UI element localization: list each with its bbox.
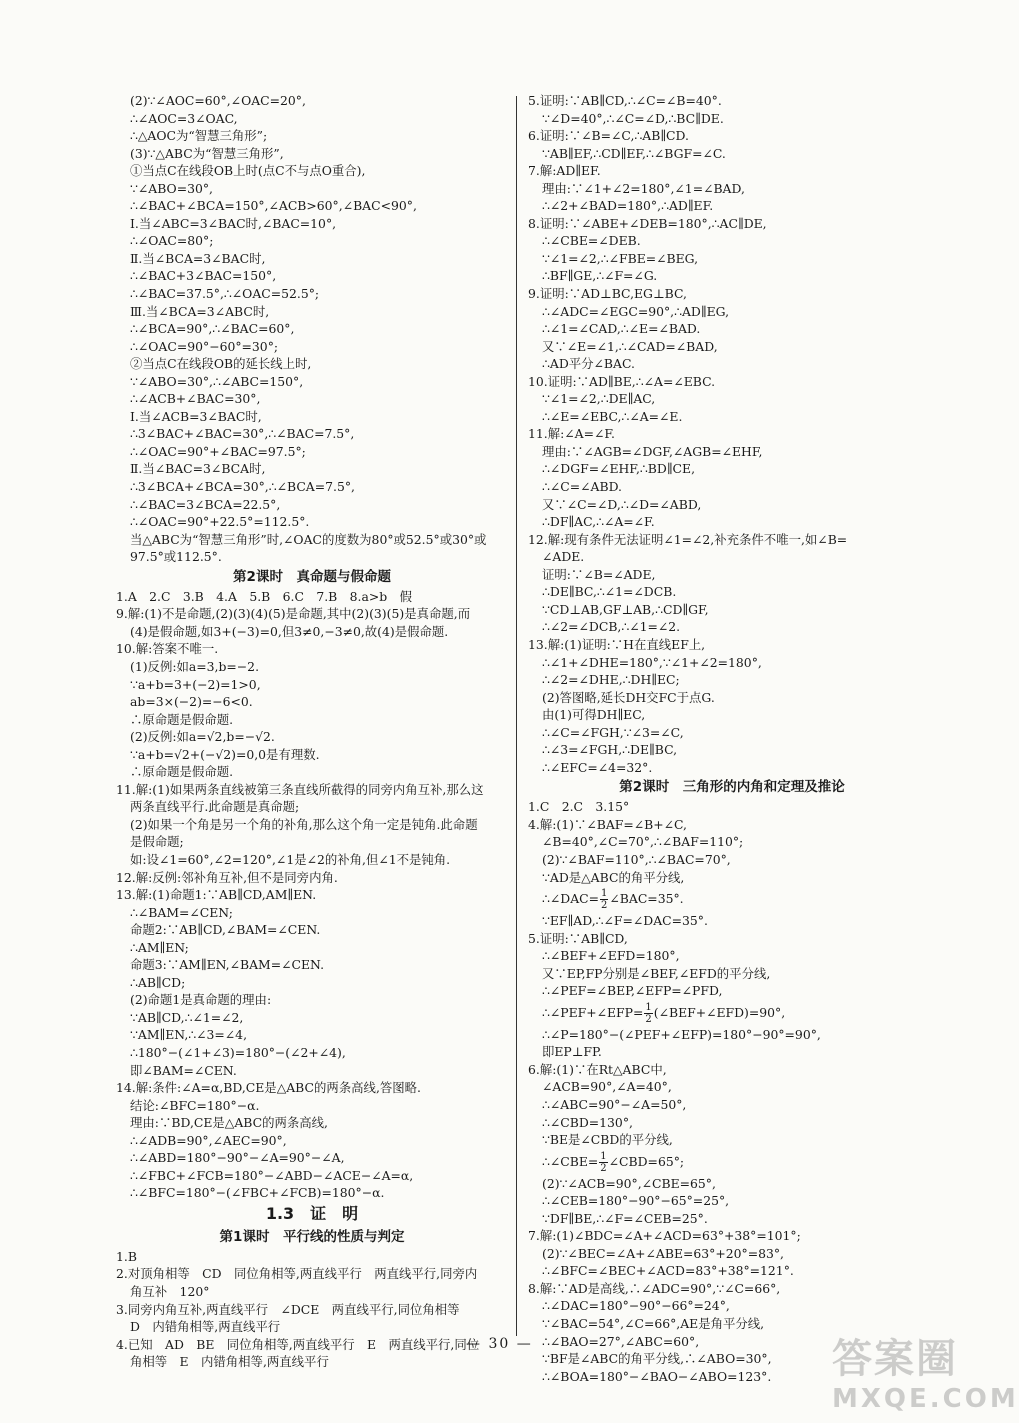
left-line-42: 是假命题; — [130, 834, 184, 850]
fraction-one-half — [599, 1151, 607, 1174]
left-line-51: (2)命题1是真命题的理由: — [130, 992, 272, 1008]
left-line-67: 角互补 120° — [130, 1284, 210, 1299]
left-line-32: (1)反例:如a=3,b=−2. — [130, 658, 260, 674]
right-line-62: ∵DF∥BE,∴∠F=∠CEB=25°. — [542, 1210, 708, 1226]
left-line-39: 11.解:(1)如果两条直线被第三条直线所截得的同旁内角互补,那么这 — [116, 781, 484, 797]
right-line-26: ∠ADE. — [542, 549, 585, 565]
right-line-9: ∵∠1=∠2,∴∠FBE=∠BEG, — [542, 250, 699, 266]
right-line-1: ∵∠D=40°,∴∠C=∠D,∴BC∥DE. — [542, 110, 724, 126]
right-line-64: (2)∵∠BEC=∠A+∠ABE=63°+20°=83°, — [542, 1245, 784, 1261]
right-line-28: ∴DE∥BC,∴∠1=∠DCB. — [542, 584, 677, 600]
right-line-46: ∵EF∥AD,∴∠F=∠DAC=35°. — [542, 913, 708, 929]
left-line-46: ∴∠BAM=∠CEN; — [130, 904, 233, 920]
right-line-47: 5.证明:∵AB∥CD, — [528, 930, 628, 946]
left-line-9: Ⅱ.当∠BCA=3∠BAC时, — [130, 250, 266, 266]
right-column — [528, 92, 936, 1385]
line-text-post: ∠CBD=65°; — [608, 1153, 685, 1169]
fraction-numerator: 1 — [600, 1150, 607, 1162]
left-line-2: ∴△AOC为“智慧三角形”; — [130, 128, 268, 144]
left-line-53: ∵AM∥EN,∴∠3=∠4, — [130, 1027, 248, 1043]
right-line-14: 又∵∠E=∠1,∴∠CAD=∠BAD, — [542, 338, 718, 354]
left-line-11: ∴∠BAC=37.5°,∴∠OAC=52.5°; — [130, 286, 320, 302]
left-line-7: Ⅰ.当∠ABC=3∠BAC时,∠BAC=10°, — [130, 215, 337, 231]
right-line-33: ∴∠2=∠DHE,∴DH∥EC; — [542, 672, 680, 688]
right-line-10: ∴BF∥GE,∴∠F=∠G. — [542, 268, 658, 284]
left-line-71: 角相等 E 内错角相等,两直线平行 — [130, 1354, 329, 1370]
left-line-45: 13.解:(1)命题1:∵AB∥CD,AM∥EN. — [116, 887, 317, 903]
right-line-11: 9.证明:∵AD⊥BC,EG⊥BC, — [528, 286, 687, 302]
left-line-60: ∴∠ABD=180°−90°−∠A=90°−∠A, — [130, 1150, 345, 1166]
left-line-22: ∴3∠BCA+∠BCA=30°,∴∠BCA=7.5°, — [130, 479, 355, 495]
left-line-70: 4.已知 AD BE 同位角相等,两直线平行 E 两直线平行,同位 — [116, 1336, 480, 1352]
right-line-29: ∵CD⊥AB,GF⊥AB,∴CD∥GF, — [542, 601, 709, 617]
left-line-30: (4)是假命题,如3+(−3)=0,但3≠0,−3≠0,故(4)是假命题. — [130, 623, 449, 639]
line-text-pre: ∴∠CBE= — [542, 1153, 599, 1169]
right-line-69: ∴∠BAO=27°,∠ABC=60°, — [542, 1333, 700, 1349]
left-line-64: 第1课时 平行线的性质与判定 — [219, 1228, 405, 1245]
left-line-24: ∴∠OAC=90°+22.5°=112.5°. — [130, 514, 310, 530]
right-line-35: 由(1)可得DH∥EC, — [542, 707, 646, 723]
right-line-38: ∴∠EFC=∠4=32°. — [542, 759, 653, 775]
right-line-67: ∴∠DAC=180°−90°−66°=24°, — [542, 1298, 730, 1314]
left-line-56: 14.解:条件:∠A=α,BD,CE是△ABC的两条高线,答图略. — [116, 1080, 421, 1096]
left-line-66: 2.对顶角相等 CD 同位角相等,两直线平行 两直线平行,同旁内 — [116, 1266, 478, 1282]
fraction-numerator: 1 — [601, 888, 608, 900]
left-line-34: ab=3×(−2)=−6<0. — [130, 694, 253, 710]
right-line-18: ∴∠E=∠EBC,∴∠A=∠E. — [542, 408, 683, 424]
left-line-68: 3.同旁内角互补,两直线平行 ∠DCE 两直线平行,同位角相等 — [116, 1301, 460, 1317]
right-line-34: (2)答图略,延长DH交FC于点G. — [542, 689, 715, 705]
right-line-43: (2)∵∠BAF=110°,∴∠BAC=70°, — [542, 851, 731, 867]
right-line-68: ∵∠BAC=54°,∠C=66°,AE是角平分线, — [542, 1316, 765, 1331]
left-line-20: ∴∠OAC=90°+∠BAC=97.5°; — [130, 443, 306, 459]
left-line-49: 命题3:∵AM∥EN,∠BAM=∠CEN. — [130, 957, 325, 973]
left-line-35: ∴原命题是假命题. — [130, 711, 234, 727]
fraction-denominator: 2 — [645, 1013, 652, 1025]
left-line-58: 理由:∵BD,CE是△ABC的两条高线, — [130, 1115, 328, 1131]
left-line-36: (2)反例:如a=√2,b=−√2. — [130, 729, 275, 745]
right-line-15: ∴AD平分∠BAC. — [542, 356, 635, 372]
left-line-55: 即∠BAM=∠CEN. — [130, 1062, 237, 1078]
right-line-16: 10.证明:∵AD∥BE,∴∠A=∠EBC. — [528, 373, 716, 389]
left-line-23: ∴∠BAC=3∠BCA=22.5°, — [130, 496, 281, 512]
left-line-40: 两条直线平行.此命题是真命题; — [130, 799, 300, 815]
left-line-29: 9.解:(1)不是命题,(2)(3)(4)(5)是命题,其中(2)(3)(5)是真命题,而 — [116, 606, 471, 622]
left-line-43: 如:设∠1=60°,∠2=120°,∠1是∠2的补角,但∠1不是钝角. — [130, 851, 451, 867]
left-line-3: (3)∵△ABC为“智慧三角形”, — [130, 145, 284, 161]
page-number: — 30 — — [466, 1336, 533, 1352]
right-line-59 — [528, 1149, 936, 1175]
left-line-61: ∴∠FBC+∠FCB=180°−∠ABD−∠ACE−∠A=α, — [130, 1167, 414, 1183]
left-line-12: Ⅲ.当∠BCA=3∠ABC时, — [130, 303, 270, 319]
left-line-17: ∴∠ACB+∠BAC=30°, — [130, 391, 261, 407]
left-line-69: D 内错角相等,两直线平行 — [130, 1319, 281, 1335]
watermark-logo — [832, 1327, 1019, 1414]
left-line-28: 1.A 2.C 3.B 4.A 5.B 6.C 7.B 8.a>b 假 — [116, 588, 412, 604]
line-text-post: (∠BEF+∠EFD)=90°, — [653, 1004, 786, 1020]
right-line-3: ∵AB∥EF,∴CD∥EF,∴∠BGF=∠C. — [542, 145, 726, 161]
right-line-27: 证明:∵∠B=∠ADE, — [542, 566, 656, 582]
right-line-61: ∴∠CEB=180°−90°−65°=25°, — [542, 1193, 730, 1209]
left-line-52: ∵AB∥CD,∴∠1=∠2, — [130, 1009, 244, 1025]
left-line-1: ∴∠AOC=3∠OAC, — [130, 110, 238, 126]
line-text-post: ∠BAC=35°. — [609, 891, 684, 907]
left-line-57: 结论:∠BFC=180°−α. — [130, 1097, 260, 1113]
left-line-33: ∵a+b=3+(−2)=1>0, — [130, 676, 261, 692]
fraction-one-half — [644, 1002, 652, 1025]
right-line-44: ∵AD是△ABC的角平分线, — [542, 869, 685, 885]
right-line-71: ∴∠BOA=180°−∠BAO−∠ABO=123°. — [542, 1368, 772, 1384]
right-line-60: (2)∵∠ACB=90°,∠CBE=65°, — [542, 1175, 716, 1191]
left-line-5: ∵∠ABO=30°, — [130, 180, 213, 196]
right-line-49: 又∵EP,FP分别是∠BEF,∠EFD的平分线, — [542, 965, 771, 981]
right-line-2: 6.证明:∵∠B=∠C,∴AB∥CD. — [528, 128, 689, 144]
left-line-16: ∵∠ABO=30°,∴∠ABC=150°, — [130, 373, 304, 389]
right-line-0: 5.证明:∵AB∥CD,∴∠C=∠B=40°. — [528, 93, 722, 108]
right-line-41: 4.解:(1)∵∠BAF=∠B+∠C, — [528, 816, 687, 832]
left-line-19: ∴3∠BAC+∠BAC=30°,∴∠BAC=7.5°, — [130, 426, 355, 442]
watermark-cn: 答案圈 — [832, 1336, 958, 1382]
right-line-30: ∴∠2=∠DCB,∴∠1=∠2. — [542, 619, 681, 635]
watermark-en: MXQE.COM — [832, 1384, 1019, 1414]
line-text-pre: ∴∠DAC= — [542, 891, 600, 907]
left-line-48: ∴AM∥EN; — [130, 939, 189, 955]
left-line-37: ∵a+b=√2+(−√2)=0,0是有理数. — [130, 746, 320, 762]
left-line-10: ∴∠BAC+3∠BAC=150°, — [130, 268, 277, 284]
left-line-26: 97.5°或112.5°. — [130, 549, 222, 565]
right-line-12: ∴∠ADC=∠EGC=90°,∴AD∥EG, — [542, 303, 730, 319]
left-column — [116, 92, 508, 1371]
left-line-25: 当△ABC为“智慧三角形”时,∠OAC的度数为80°或52.5°或30°或 — [130, 531, 487, 547]
right-line-45 — [528, 886, 936, 912]
left-line-50: ∴AB∥CD; — [130, 974, 186, 990]
left-line-59: ∴∠ADB=90°,∠AEC=90°, — [130, 1132, 287, 1148]
left-line-27: 第2课时 真命题与假命题 — [233, 568, 391, 585]
left-line-65: 1.B — [116, 1248, 137, 1264]
fraction-denominator: 2 — [601, 900, 608, 912]
right-line-40: 1.C 2.C 3.15° — [528, 799, 630, 815]
right-line-22: ∴∠C=∠ABD. — [542, 479, 622, 495]
right-line-25: 12.解:现有条件无法证明∠1=∠2,补充条件不唯一,如∠B= — [528, 531, 848, 547]
left-line-41: (2)如果一个角是另一个角的补角,那么这个角一定是钝角.此命题 — [130, 816, 478, 832]
left-line-18: Ⅰ.当∠ACB=3∠BAC时, — [130, 408, 262, 424]
right-line-51 — [528, 1000, 936, 1026]
right-line-32: ∴∠1+∠DHE=180°,∵∠1+∠2=180°, — [542, 654, 762, 670]
left-line-8: ∴∠OAC=80°; — [130, 233, 214, 249]
left-line-0: (2)∵∠AOC=60°,∠OAC=20°, — [130, 93, 306, 108]
right-line-70: ∵BF是∠ABC的角平分线,∴∠ABO=30°, — [542, 1351, 772, 1367]
right-line-7: 8.证明:∵∠ABE+∠DEB=180°,∴AC∥DE, — [528, 215, 767, 231]
left-line-6: ∴∠BAC+∠BCA=150°,∠ACB>60°,∠BAC<90°, — [130, 198, 417, 214]
right-line-48: ∴∠BEF+∠EFD=180°, — [542, 948, 680, 964]
right-line-5: 理由:∵∠1+∠2=180°,∠1=∠BAD, — [542, 180, 745, 196]
right-line-53: 即EP⊥FP. — [542, 1044, 602, 1060]
right-line-56: ∴∠ABC=90°−∠A=50°, — [542, 1096, 687, 1112]
left-line-13: ∴∠BCA=90°,∴∠BAC=60°, — [130, 321, 295, 337]
right-line-65: ∴∠BFC=∠BEC+∠ACD=83°+38°=121°. — [542, 1263, 794, 1279]
left-line-44: 12.解:反例:邻补角互补,但不是同旁内角. — [116, 869, 338, 885]
right-line-20: 理由:∵∠AGB=∠DGF,∠AGB=∠EHF, — [542, 443, 763, 459]
left-line-21: Ⅱ.当∠BAC=3∠BCA时, — [130, 461, 266, 477]
right-line-39: 第2课时 三角形的内角和定理及推论 — [619, 779, 845, 796]
right-line-52: ∴∠P=180°−(∠PEF+∠EFP)=180°−90°=90°, — [542, 1026, 821, 1042]
right-line-31: 13.解:(1)证明:∵H在直线EF上, — [528, 636, 706, 652]
left-line-31: 10.解:答案不唯一. — [116, 641, 219, 657]
right-line-58: ∵BE是∠CBD的平分线, — [542, 1132, 673, 1148]
left-line-54: ∴180°−(∠1+∠3)=180°−(∠2+∠4), — [130, 1044, 346, 1060]
right-line-63: 7.解:(1)∠BDC=∠A+∠ACD=63°+38°=101°; — [528, 1228, 801, 1244]
line-text-pre: ∴∠PEF+∠EFP= — [542, 1004, 644, 1020]
left-line-63: 1.3 证 明 — [265, 1203, 359, 1223]
fraction-denominator: 2 — [600, 1162, 607, 1174]
left-line-14: ∴∠OAC=90°−60°=30°; — [130, 338, 279, 354]
right-line-36: ∴∠C=∠FGH,∵∠3=∠C, — [542, 724, 684, 740]
column-divider — [516, 96, 517, 1336]
right-line-66: 8.解:∵AD是高线,∴∠ADC=90°,∵∠C=66°, — [528, 1280, 781, 1296]
right-line-57: ∴∠CBD=130°, — [542, 1114, 633, 1130]
right-line-24: ∴DF∥AC,∴∠A=∠F. — [542, 514, 655, 530]
left-line-47: 命题2:∵AB∥CD,∠BAM=∠CEN. — [130, 922, 321, 938]
right-line-19: 11.解:∠A=∠F. — [528, 426, 615, 442]
right-line-17: ∵∠1=∠2,∴DE∥AC, — [542, 391, 656, 407]
fraction-numerator: 1 — [645, 1001, 652, 1013]
fraction-one-half — [600, 888, 608, 911]
right-line-54: 6.解:(1)∵在Rt△ABC中, — [528, 1061, 667, 1077]
right-line-8: ∴∠CBE=∠DEB. — [542, 233, 641, 249]
right-line-55: ∠ACB=90°,∠A=40°, — [542, 1079, 672, 1095]
right-line-6: ∴∠2+∠BAD=180°,∴AD∥EF. — [542, 198, 714, 214]
right-line-13: ∴∠1=∠CAD,∴∠E=∠BAD. — [542, 321, 701, 337]
right-line-50: ∴∠PEF=∠BEP,∠EFP=∠PFD, — [542, 983, 723, 999]
right-line-37: ∴∠3=∠FGH,∴DE∥BC, — [542, 742, 678, 758]
left-line-62: ∴∠BFC=180°−(∠FBC+∠FCB)=180°−α. — [130, 1185, 385, 1201]
left-line-4: ①当点C在线段OB上时(点C不与点O重合), — [130, 163, 366, 179]
left-line-38: ∴原命题是假命题. — [130, 764, 234, 780]
right-line-42: ∠B=40°,∠C=70°,∴∠BAF=110°; — [542, 834, 744, 850]
right-line-4: 7.解:AD∥EF. — [528, 163, 601, 179]
right-line-21: ∴∠DGF=∠EHF,∴BD∥CE, — [542, 461, 696, 477]
left-line-15: ②当点C在线段OB的延长线上时, — [130, 356, 312, 372]
right-line-23: 又∵∠C=∠D,∴∠D=∠ABD, — [542, 496, 702, 512]
